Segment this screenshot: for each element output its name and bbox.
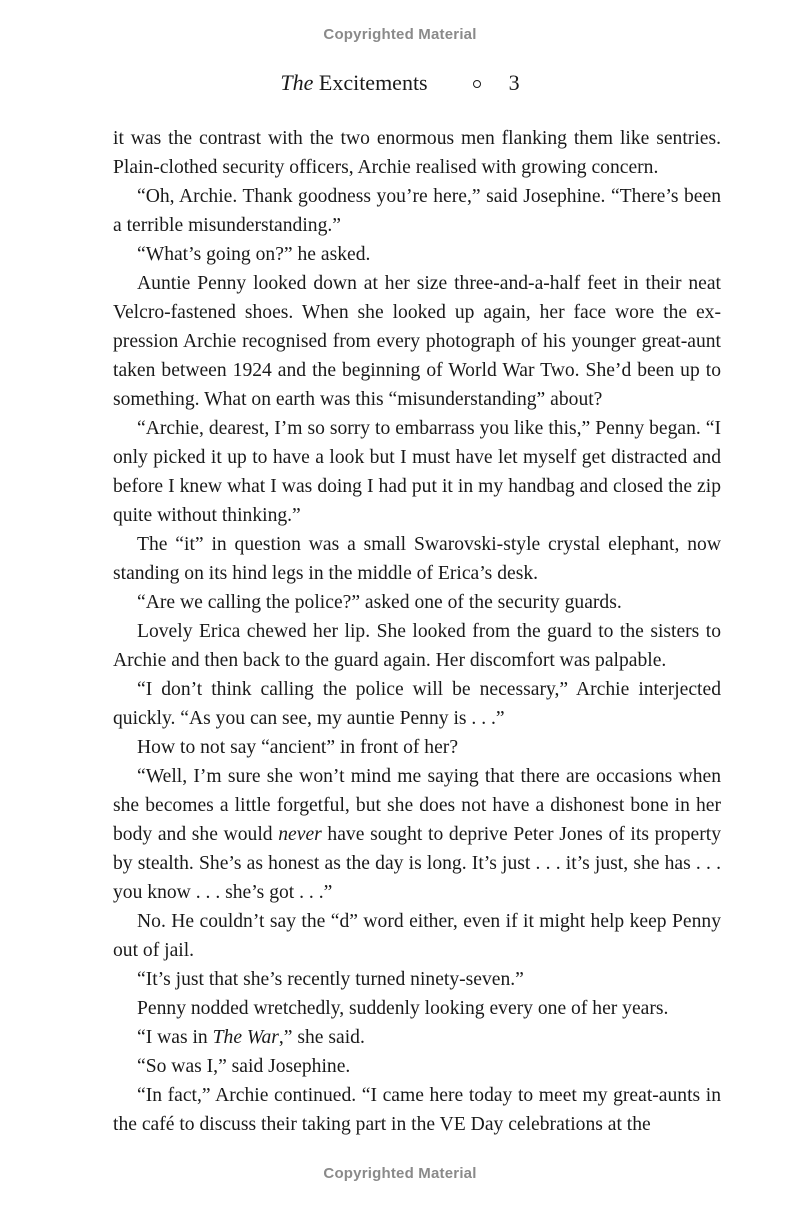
paragraph: “What’s going on?” he asked. [137,244,371,265]
paragraph: “Oh, Archie. Thank goodness you’re here,” said Josephine. “There’s been a terrible misunderstanding.” [113,186,721,236]
body-text [113,124,721,1139]
emphasis: never [278,824,322,845]
copyright-watermark-top: Copyrighted Material [323,26,477,43]
text-run: have sought to deprive Peter Jones of its property by stealth. She’s as honest as the day is long. It’s just . . . it’s just, she has . . . you know . . . she’s got . . .” [113,824,721,903]
paragraph: The “it” in question was a small Swarovski-style crystal elephant, now standing on its hind legs in the middle of Erica’s desk. [113,534,721,584]
emphasis: The War [212,1027,279,1048]
text-run: “Well, I’m sure she won’t mind me saying that there are occasions when she becomes a little forgetful, but she does not have a dishonest bone in her body and she would [113,766,721,845]
separator-dot-icon [473,80,481,88]
paragraph [113,762,721,907]
paragraph: “So was I,” said Josephine. [137,1056,351,1077]
paragraph: it was the contrast with the two enormous men flanking them like sentries. Plain-clothed security officers, Archie realised with growing concern. [113,128,721,178]
paragraph: Auntie Penny looked down at her size three-and-a-half feet in their neat Velcro-fastened shoes. When she looked up again, her face wore the expression Archie recognised from every photograph of his younger great-aunt taken between 1924 and the beginning of World War Two. She’d been up to something. What on earth was this “misunderstanding” about? [113,273,721,410]
running-header [0,70,800,96]
paragraph: “Archie, dearest, I’m so sorry to embarrass you like this,” Penny began. “I only picked it up to have a look but I must have let myself get distracted and before I knew what I was doing I had put it in my handbag and closed the zip quite without thinking.” [113,418,721,526]
paragraph: “I don’t think calling the police will be necessary,” Archie interjected quickly. “As you can see, my auntie Penny is . . .” [113,679,721,729]
paragraph: No. He couldn’t say the “d” word either, even if it might help keep Penny out of jail. [113,911,721,961]
text-run: ,” she said. [278,1027,365,1048]
page-number: 3 [508,70,520,95]
text-run: “I was in [137,1027,213,1048]
paragraph: “Are we calling the police?” asked one of the security guards. [137,592,622,613]
paragraph: “In fact,” Archie continued. “I came here today to meet my great-aunts in the café to discuss their taking part in the VE Day celebrations at the [113,1085,721,1135]
paragraph: Lovely Erica chewed her lip. She looked from the guard to the sisters to Archie and then back to the guard again. Her discomfort was palpable. [113,621,721,671]
book-title: Excitements [318,70,428,95]
paragraph: Penny nodded wretchedly, suddenly looking every one of her years. [137,998,669,1019]
copyright-watermark-bottom: Copyrighted Material [323,1165,477,1182]
paragraph: “It’s just that she’s recently turned ninety-seven.” [137,969,524,990]
book-title-italic: The [280,70,314,95]
paragraph [113,1023,721,1052]
paragraph: How to not say “ancient” in front of her? [137,737,459,758]
